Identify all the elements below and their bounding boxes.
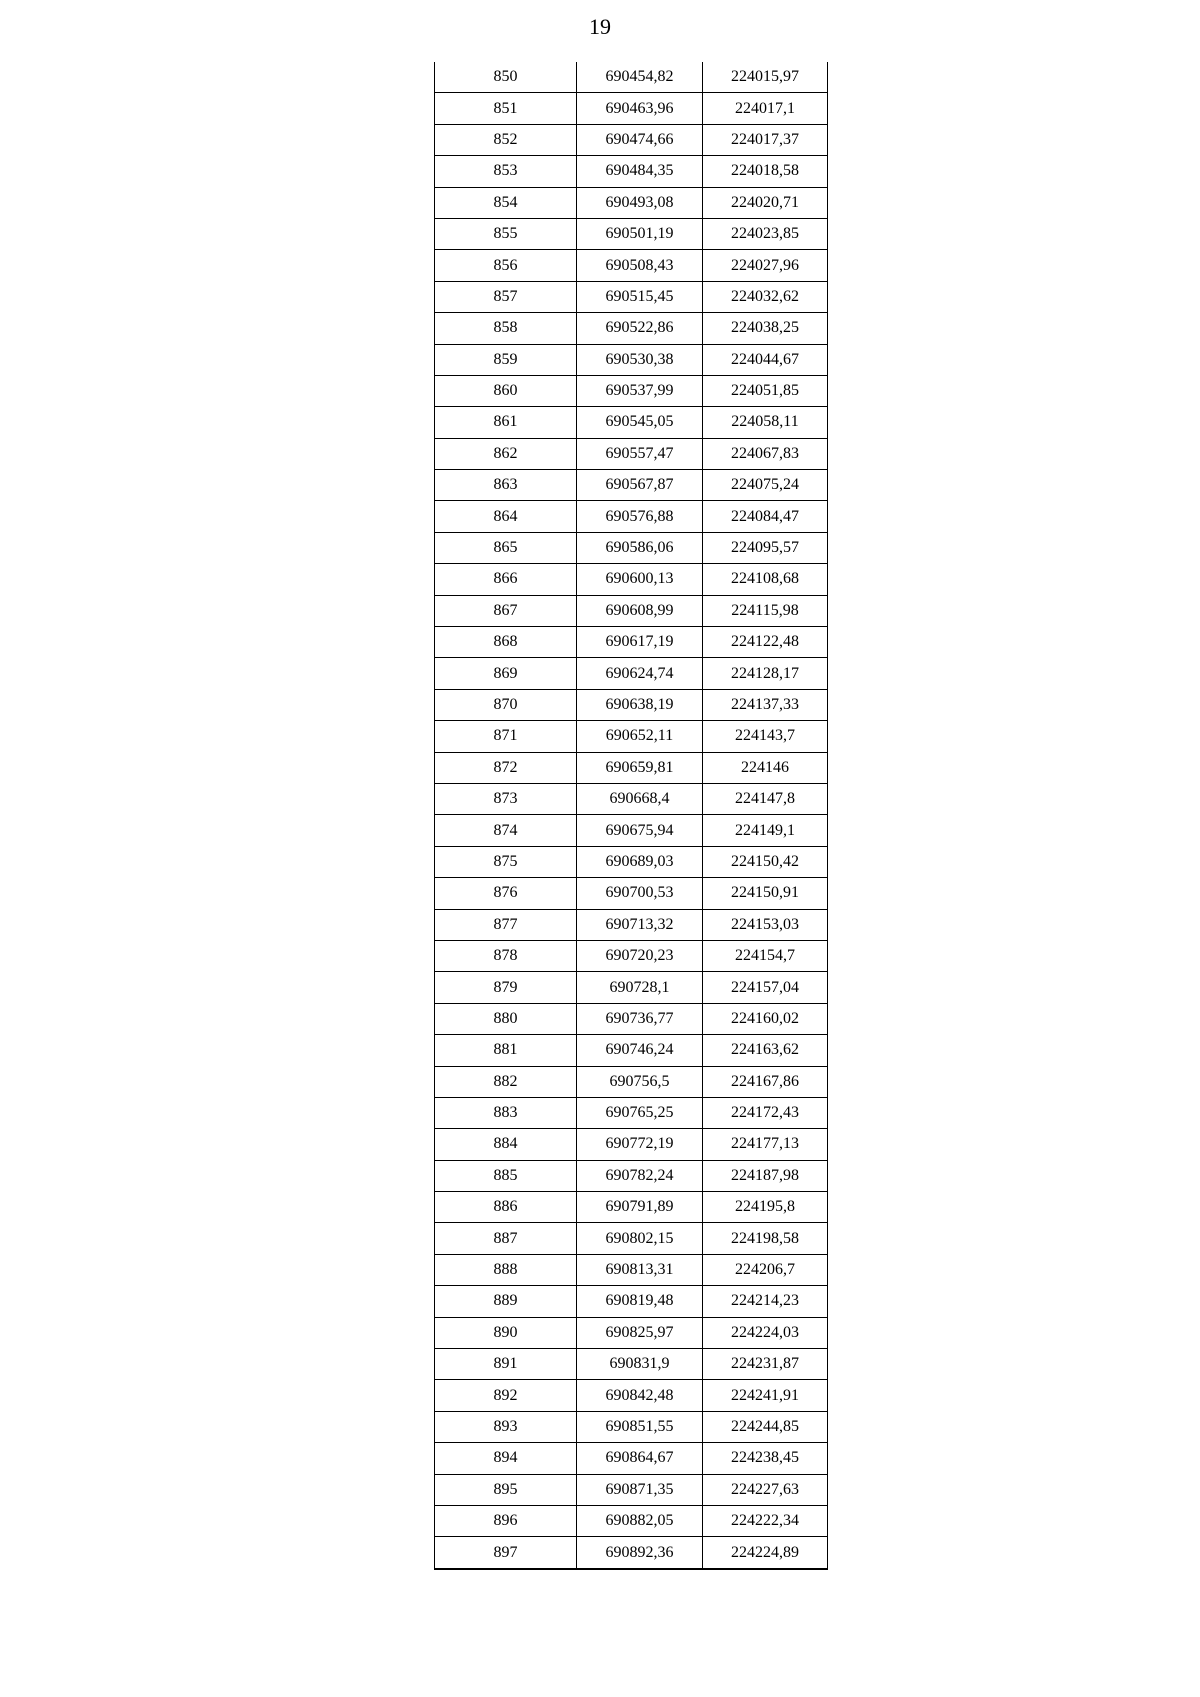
page-number: 19 <box>589 14 611 39</box>
y-coordinate-cell: 224058,11 <box>703 407 828 438</box>
point-number-cell: 885 <box>435 1160 577 1191</box>
point-number-cell: 876 <box>435 878 577 909</box>
y-coordinate-cell: 224149,1 <box>703 815 828 846</box>
x-coordinate-cell: 690522,86 <box>577 313 703 344</box>
table-row <box>435 1380 828 1411</box>
y-coordinate-cell: 224017,37 <box>703 124 828 155</box>
y-coordinate-cell: 224244,85 <box>703 1411 828 1442</box>
table-row <box>435 470 828 501</box>
x-coordinate-cell: 690668,4 <box>577 783 703 814</box>
x-coordinate-cell: 690638,19 <box>577 689 703 720</box>
point-number-cell: 861 <box>435 407 577 438</box>
y-coordinate-cell: 224051,85 <box>703 375 828 406</box>
table-row <box>435 124 828 155</box>
table-row <box>435 1066 828 1097</box>
y-coordinate-cell: 224150,91 <box>703 878 828 909</box>
x-coordinate-cell: 690652,11 <box>577 721 703 752</box>
x-coordinate-cell: 690851,55 <box>577 1411 703 1442</box>
table-row <box>435 407 828 438</box>
x-coordinate-cell: 690892,36 <box>577 1537 703 1569</box>
x-coordinate-cell: 690782,24 <box>577 1160 703 1191</box>
table-row <box>435 689 828 720</box>
x-coordinate-cell: 690600,13 <box>577 564 703 595</box>
y-coordinate-cell: 224222,34 <box>703 1505 828 1536</box>
coordinates-table-body <box>435 62 828 1569</box>
y-coordinate-cell: 224147,8 <box>703 783 828 814</box>
point-number-cell: 878 <box>435 940 577 971</box>
y-coordinate-cell: 224143,7 <box>703 721 828 752</box>
table-row <box>435 156 828 187</box>
x-coordinate-cell: 690617,19 <box>577 627 703 658</box>
table-row <box>435 1254 828 1285</box>
point-number-cell: 871 <box>435 721 577 752</box>
point-number-cell: 860 <box>435 375 577 406</box>
x-coordinate-cell: 690586,06 <box>577 532 703 563</box>
table-row <box>435 1286 828 1317</box>
x-coordinate-cell: 690689,03 <box>577 846 703 877</box>
table-row <box>435 62 828 93</box>
table-row <box>435 783 828 814</box>
y-coordinate-cell: 224198,58 <box>703 1223 828 1254</box>
table-row <box>435 878 828 909</box>
point-number-cell: 884 <box>435 1129 577 1160</box>
x-coordinate-cell: 690765,25 <box>577 1097 703 1128</box>
point-number-cell: 892 <box>435 1380 577 1411</box>
y-coordinate-cell: 224020,71 <box>703 187 828 218</box>
x-coordinate-cell: 690515,45 <box>577 281 703 312</box>
point-number-cell: 863 <box>435 470 577 501</box>
x-coordinate-cell: 690736,77 <box>577 1003 703 1034</box>
point-number-cell: 866 <box>435 564 577 595</box>
x-coordinate-cell: 690813,31 <box>577 1254 703 1285</box>
x-coordinate-cell: 690463,96 <box>577 93 703 124</box>
x-coordinate-cell: 690720,23 <box>577 940 703 971</box>
table-row <box>435 1097 828 1128</box>
x-coordinate-cell: 690484,35 <box>577 156 703 187</box>
point-number-cell: 859 <box>435 344 577 375</box>
point-number-cell: 862 <box>435 438 577 469</box>
y-coordinate-cell: 224084,47 <box>703 501 828 532</box>
table-row <box>435 564 828 595</box>
y-coordinate-cell: 224038,25 <box>703 313 828 344</box>
x-coordinate-cell: 690871,35 <box>577 1474 703 1505</box>
y-coordinate-cell: 224231,87 <box>703 1349 828 1380</box>
table-row <box>435 972 828 1003</box>
x-coordinate-cell: 690700,53 <box>577 878 703 909</box>
x-coordinate-cell: 690756,5 <box>577 1066 703 1097</box>
table-row <box>435 658 828 689</box>
point-number-cell: 869 <box>435 658 577 689</box>
point-number-cell: 881 <box>435 1035 577 1066</box>
y-coordinate-cell: 224195,8 <box>703 1192 828 1223</box>
table-row <box>435 1192 828 1223</box>
point-number-cell: 887 <box>435 1223 577 1254</box>
y-coordinate-cell: 224044,67 <box>703 344 828 375</box>
table-row <box>435 501 828 532</box>
table-row <box>435 721 828 752</box>
table-row <box>435 1035 828 1066</box>
y-coordinate-cell: 224224,89 <box>703 1537 828 1569</box>
y-coordinate-cell: 224067,83 <box>703 438 828 469</box>
point-number-cell: 879 <box>435 972 577 1003</box>
point-number-cell: 896 <box>435 1505 577 1536</box>
x-coordinate-cell: 690746,24 <box>577 1035 703 1066</box>
table-row <box>435 940 828 971</box>
y-coordinate-cell: 224241,91 <box>703 1380 828 1411</box>
y-coordinate-cell: 224227,63 <box>703 1474 828 1505</box>
x-coordinate-cell: 690508,43 <box>577 250 703 281</box>
x-coordinate-cell: 690567,87 <box>577 470 703 501</box>
x-coordinate-cell: 690501,19 <box>577 218 703 249</box>
y-coordinate-cell: 224150,42 <box>703 846 828 877</box>
y-coordinate-cell: 224015,97 <box>703 62 828 93</box>
x-coordinate-cell: 690557,47 <box>577 438 703 469</box>
point-number-cell: 890 <box>435 1317 577 1348</box>
point-number-cell: 886 <box>435 1192 577 1223</box>
table-row <box>435 1474 828 1505</box>
table-row <box>435 1349 828 1380</box>
y-coordinate-cell: 224177,13 <box>703 1129 828 1160</box>
x-coordinate-cell: 690545,05 <box>577 407 703 438</box>
y-coordinate-cell: 224224,03 <box>703 1317 828 1348</box>
point-number-cell: 897 <box>435 1537 577 1569</box>
point-number-cell: 851 <box>435 93 577 124</box>
point-number-cell: 880 <box>435 1003 577 1034</box>
point-number-cell: 870 <box>435 689 577 720</box>
point-number-cell: 883 <box>435 1097 577 1128</box>
x-coordinate-cell: 690802,15 <box>577 1223 703 1254</box>
table-row <box>435 281 828 312</box>
point-number-cell: 888 <box>435 1254 577 1285</box>
point-number-cell: 864 <box>435 501 577 532</box>
y-coordinate-cell: 224032,62 <box>703 281 828 312</box>
coordinates-table <box>434 62 828 1570</box>
x-coordinate-cell: 690772,19 <box>577 1129 703 1160</box>
point-number-cell: 856 <box>435 250 577 281</box>
point-number-cell: 893 <box>435 1411 577 1442</box>
x-coordinate-cell: 690530,38 <box>577 344 703 375</box>
x-coordinate-cell: 690882,05 <box>577 1505 703 1536</box>
y-coordinate-cell: 224146 <box>703 752 828 783</box>
y-coordinate-cell: 224172,43 <box>703 1097 828 1128</box>
table-row <box>435 752 828 783</box>
y-coordinate-cell: 224128,17 <box>703 658 828 689</box>
point-number-cell: 872 <box>435 752 577 783</box>
table-row <box>435 93 828 124</box>
table-row <box>435 375 828 406</box>
table-row <box>435 1411 828 1442</box>
y-coordinate-cell: 224108,68 <box>703 564 828 595</box>
y-coordinate-cell: 224018,58 <box>703 156 828 187</box>
y-coordinate-cell: 224115,98 <box>703 595 828 626</box>
y-coordinate-cell: 224214,23 <box>703 1286 828 1317</box>
point-number-cell: 867 <box>435 595 577 626</box>
table-row <box>435 218 828 249</box>
x-coordinate-cell: 690659,81 <box>577 752 703 783</box>
table-row <box>435 344 828 375</box>
x-coordinate-cell: 690728,1 <box>577 972 703 1003</box>
x-coordinate-cell: 690864,67 <box>577 1443 703 1474</box>
table-row <box>435 627 828 658</box>
point-number-cell: 877 <box>435 909 577 940</box>
point-number-cell: 868 <box>435 627 577 658</box>
x-coordinate-cell: 690537,99 <box>577 375 703 406</box>
table-row <box>435 313 828 344</box>
table-row <box>435 1223 828 1254</box>
table-row <box>435 1505 828 1536</box>
table-row <box>435 1537 828 1569</box>
table-row <box>435 815 828 846</box>
x-coordinate-cell: 690791,89 <box>577 1192 703 1223</box>
y-coordinate-cell: 224167,86 <box>703 1066 828 1097</box>
x-coordinate-cell: 690831,9 <box>577 1349 703 1380</box>
x-coordinate-cell: 690624,74 <box>577 658 703 689</box>
y-coordinate-cell: 224075,24 <box>703 470 828 501</box>
point-number-cell: 891 <box>435 1349 577 1380</box>
y-coordinate-cell: 224157,04 <box>703 972 828 1003</box>
point-number-cell: 858 <box>435 313 577 344</box>
table-row <box>435 1443 828 1474</box>
point-number-cell: 850 <box>435 62 577 93</box>
x-coordinate-cell: 690474,66 <box>577 124 703 155</box>
y-coordinate-cell: 224163,62 <box>703 1035 828 1066</box>
table-row <box>435 1160 828 1191</box>
table-row <box>435 532 828 563</box>
point-number-cell: 895 <box>435 1474 577 1505</box>
point-number-cell: 874 <box>435 815 577 846</box>
table-row <box>435 1317 828 1348</box>
x-coordinate-cell: 690713,32 <box>577 909 703 940</box>
point-number-cell: 882 <box>435 1066 577 1097</box>
y-coordinate-cell: 224122,48 <box>703 627 828 658</box>
y-coordinate-cell: 224160,02 <box>703 1003 828 1034</box>
y-coordinate-cell: 224017,1 <box>703 93 828 124</box>
table-row <box>435 438 828 469</box>
point-number-cell: 855 <box>435 218 577 249</box>
point-number-cell: 873 <box>435 783 577 814</box>
x-coordinate-cell: 690842,48 <box>577 1380 703 1411</box>
y-coordinate-cell: 224153,03 <box>703 909 828 940</box>
x-coordinate-cell: 690608,99 <box>577 595 703 626</box>
table-row <box>435 1129 828 1160</box>
table-row <box>435 1003 828 1034</box>
x-coordinate-cell: 690493,08 <box>577 187 703 218</box>
y-coordinate-cell: 224206,7 <box>703 1254 828 1285</box>
x-coordinate-cell: 690454,82 <box>577 62 703 93</box>
table-row <box>435 250 828 281</box>
point-number-cell: 865 <box>435 532 577 563</box>
point-number-cell: 852 <box>435 124 577 155</box>
table-row <box>435 909 828 940</box>
table-row <box>435 595 828 626</box>
table-row <box>435 846 828 877</box>
y-coordinate-cell: 224023,85 <box>703 218 828 249</box>
y-coordinate-cell: 224027,96 <box>703 250 828 281</box>
y-coordinate-cell: 224187,98 <box>703 1160 828 1191</box>
x-coordinate-cell: 690576,88 <box>577 501 703 532</box>
point-number-cell: 894 <box>435 1443 577 1474</box>
table-row <box>435 187 828 218</box>
point-number-cell: 875 <box>435 846 577 877</box>
y-coordinate-cell: 224238,45 <box>703 1443 828 1474</box>
point-number-cell: 857 <box>435 281 577 312</box>
point-number-cell: 853 <box>435 156 577 187</box>
y-coordinate-cell: 224154,7 <box>703 940 828 971</box>
x-coordinate-cell: 690819,48 <box>577 1286 703 1317</box>
y-coordinate-cell: 224095,57 <box>703 532 828 563</box>
point-number-cell: 854 <box>435 187 577 218</box>
y-coordinate-cell: 224137,33 <box>703 689 828 720</box>
x-coordinate-cell: 690675,94 <box>577 815 703 846</box>
point-number-cell: 889 <box>435 1286 577 1317</box>
x-coordinate-cell: 690825,97 <box>577 1317 703 1348</box>
